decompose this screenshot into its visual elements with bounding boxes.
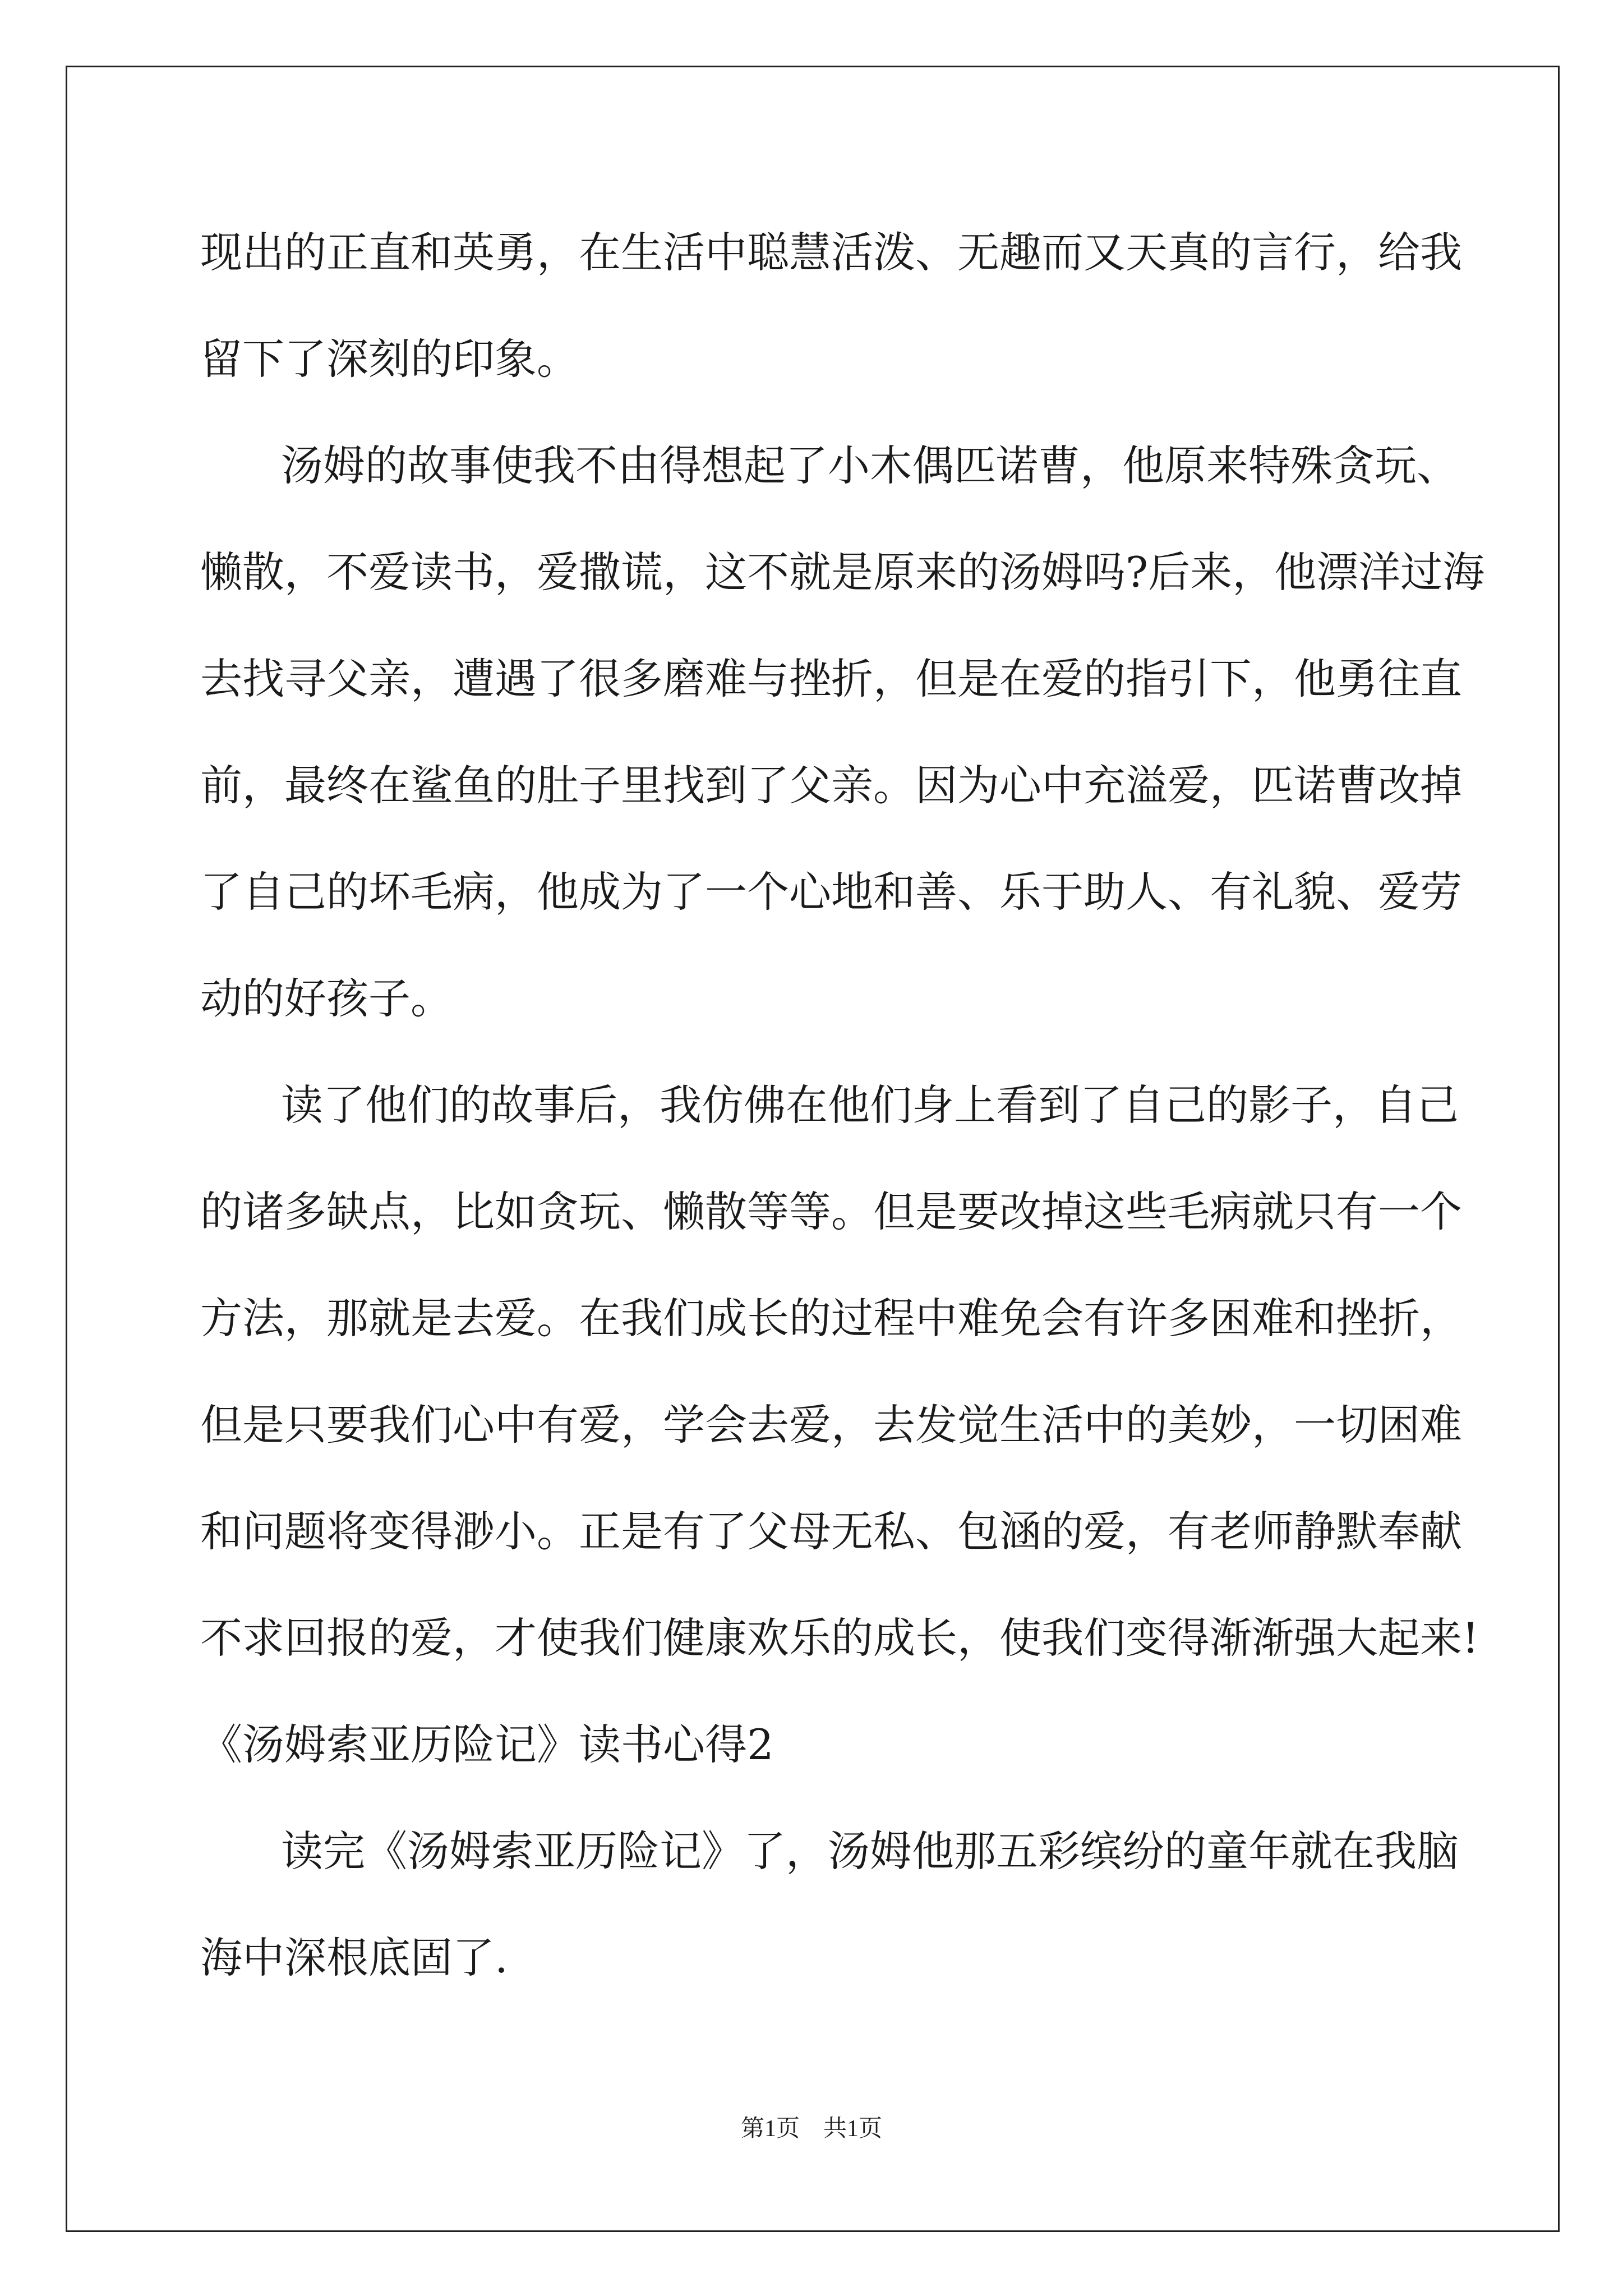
document-body: [200, 199, 1485, 2011]
text-line: 前，最终在鲨鱼的肚子里找到了父亲。因为心中充溢爱，匹诺曹改掉: [200, 761, 1463, 810]
text-line: 去找寻父亲，遭遇了很多磨难与挫折，但是在爱的指引下，他勇往直: [200, 654, 1463, 703]
text-line: 的诸多缺点，比如贪玩、懒散等等。但是要改掉这些毛病就只有一个: [200, 1187, 1463, 1236]
section-heading: 《汤姆索亚历险记》读书心得2: [200, 1720, 774, 1769]
text-line: 动的好孩子。: [200, 974, 453, 1023]
text-line: 不求回报的爱，才使我们健康欢乐的成长，使我们变得渐渐强大起来!: [200, 1613, 1479, 1663]
text-line: 懒散，不爱读书，爱撒谎，这不就是原来的汤姆吗?后来，他漂洋过海: [200, 547, 1485, 597]
paragraph-start-line: 读完《汤姆索亚历险记》了，汤姆他那五彩缤纷的童年就在我脑: [281, 1826, 1459, 1876]
text-line: 但是只要我们心中有爱，学会去爱，去发觉生活中的美妙，一切困难: [200, 1400, 1463, 1450]
text-line: 留下了深刻的印象。: [200, 334, 579, 384]
paragraph-start-line: 汤姆的故事使我不由得想起了小木偶匹诺曹，他原来特殊贪玩、: [281, 441, 1459, 490]
text-line: 了自己的坏毛病，他成为了一个心地和善、乐于助人、有礼貌、爱劳: [200, 867, 1463, 917]
text-line: 现出的正直和英勇，在生活中聪慧活泼、无趣而又天真的言行，给我: [200, 228, 1463, 277]
text-line: 和问题将变得渺小。正是有了父母无私、包涵的爱，有老师静默奉献: [200, 1507, 1463, 1556]
text-line: 方法，那就是去爱。在我们成长的过程中难免会有许多困难和挫折，: [200, 1294, 1463, 1343]
paragraph-start-line: 读了他们的故事后，我仿佛在他们身上看到了自己的影子，自己: [281, 1080, 1459, 1130]
text-line: 海中深根底固了.: [200, 1933, 508, 1982]
page-footer: 第1页 共1页: [740, 2116, 882, 2142]
